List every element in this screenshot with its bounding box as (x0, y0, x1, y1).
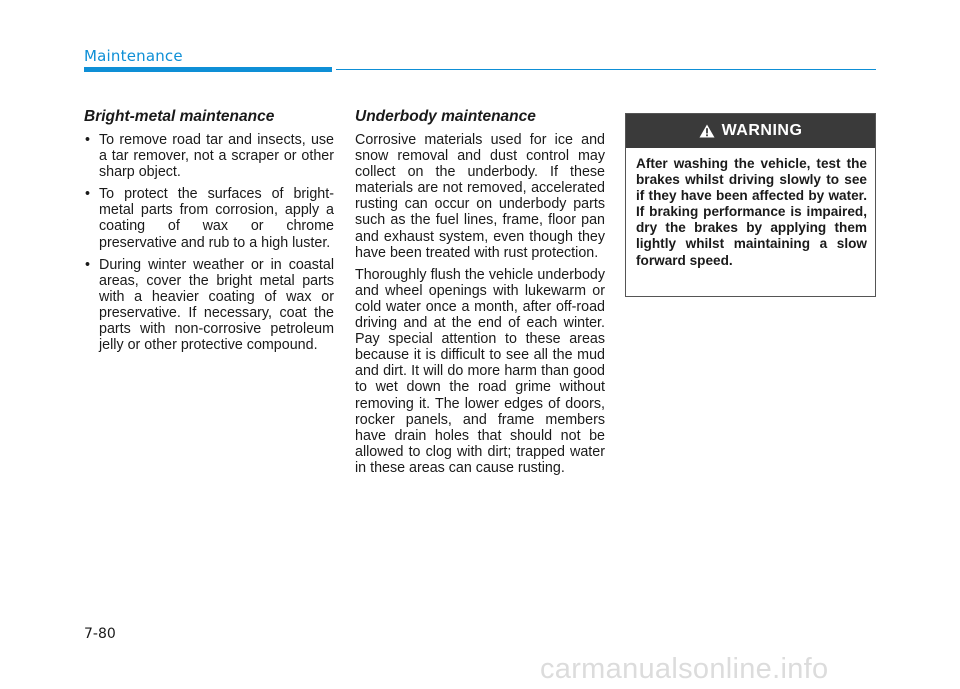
list-item (84, 257, 334, 354)
underbody-title: Underbody maintenance (355, 108, 536, 125)
warning-text: After washing the vehicle, test the brakes whilst driving slowly to see if they have been affected by water. If braking performance is impaired, dry the brakes by applying them lightly whilst maintaining a slow forward speed. (636, 156, 867, 268)
watermark: carmanualsonline.info (540, 653, 829, 685)
bright-metal-section (84, 108, 334, 359)
list-item-text: To protect the surfaces of bright-metal parts from corrosion, apply a coating of wax or chrome preservative and rub to a high luster. (99, 186, 334, 251)
bullet-icon: • (85, 132, 91, 148)
underbody-section (355, 108, 605, 482)
bullet-icon: • (85, 256, 91, 273)
bright-metal-title: Bright-metal maintenance (84, 108, 275, 125)
bright-metal-list (84, 132, 334, 353)
page-number: 7-80 (84, 626, 116, 642)
header-rule-thick (84, 67, 332, 72)
warning-label: WARNING (721, 122, 803, 139)
bullet-icon: • (85, 186, 91, 203)
list-item-text: To remove road tar and insects, use a tar remover, not a scraper or other sharp object. (99, 132, 334, 181)
list-item (84, 186, 334, 250)
list-item (84, 132, 334, 180)
section-label: Maintenance (84, 47, 183, 65)
list-item-text: During winter weather or in coastal areas, cover the bright metal parts with a heavier coating of wax or preservative. If necessary, coat the parts with non-corrosive petroleum jelly or other protective compound. (99, 256, 334, 354)
warning-box (625, 113, 876, 297)
header-rule-thin (336, 69, 876, 70)
underbody-paragraph: Corrosive materials used for ice and snow removal and dust control may collect on the underbody. If these materials are not removed, accelerated rusting can occur on underbody parts such as the fuel lines, frame, floor pan and exhaust system, even though they have been treated with rust protection. (355, 132, 605, 261)
underbody-paragraph: Thoroughly flush the vehicle underbody and wheel openings with lukewarm or cold water once a month, after off-road driving and at the end of each winter. Pay special attention to these areas because it is difficult to see all the mud and dirt. It will do more harm than good to wet down the road grime without removing it. The lower edges of doors, rocker panels, and frame members have drain holes that should not be allowed to clog with dirt; trapped water in these areas can cause rusting. (355, 266, 605, 476)
warning-header (626, 114, 875, 148)
warning-triangle-icon (699, 124, 715, 138)
